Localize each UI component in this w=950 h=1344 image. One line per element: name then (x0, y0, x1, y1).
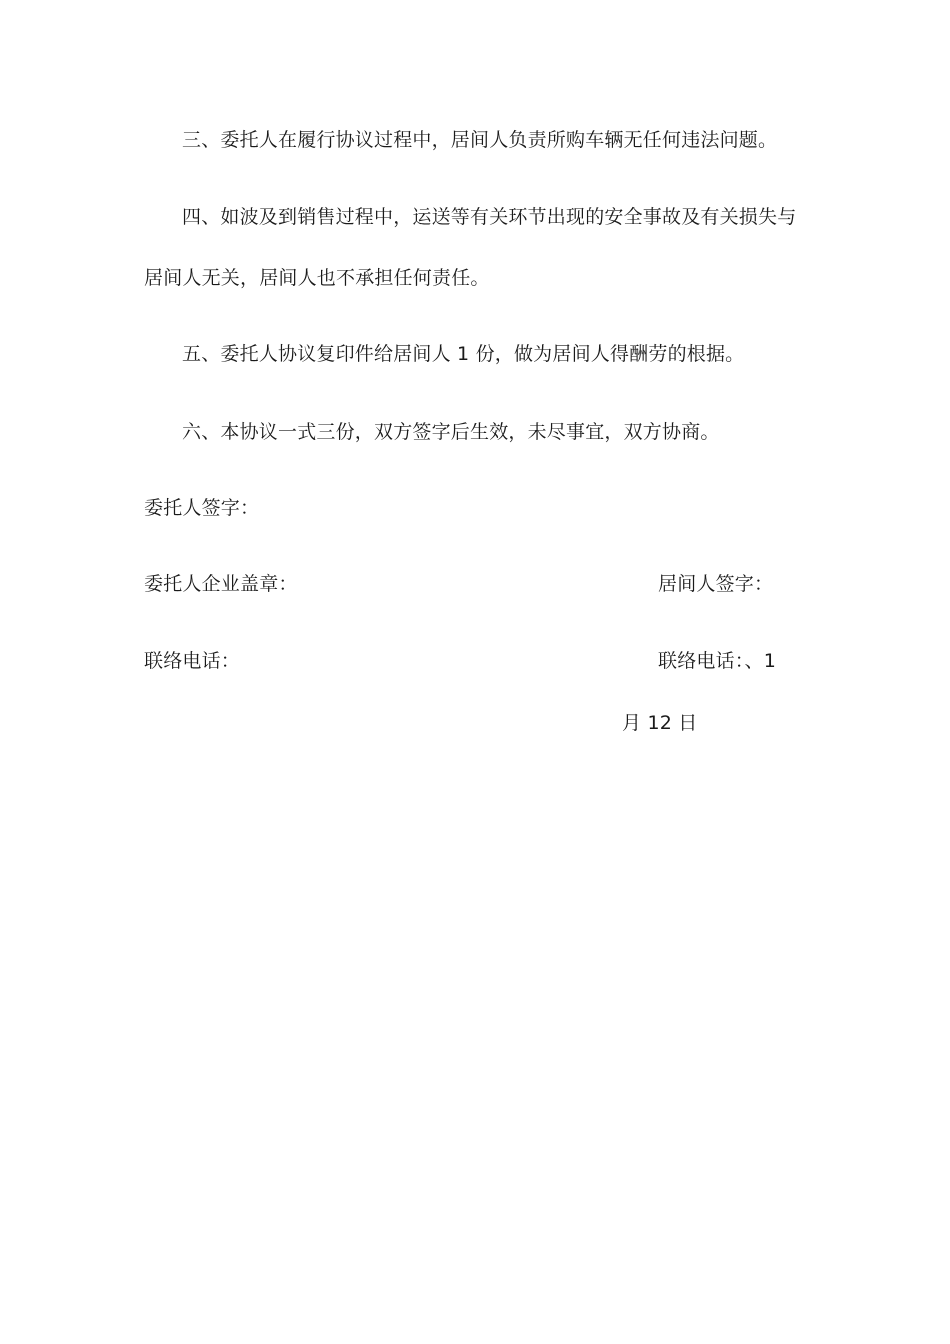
principal-signature-label: 委托人签字： (144, 497, 260, 519)
principal-phone-label: 联络电话： (144, 650, 241, 672)
broker-phone-label: 联络电话：、1 (658, 650, 776, 672)
clause-5-text: 五、委托人协议复印件给居间人 1 份，做为居间人得酬劳的根据。 (182, 343, 745, 365)
clause-3-text: 三、委托人在履行协议过程中，居间人负责所购车辆无任何违法问题。 (182, 129, 778, 151)
clause-6-text: 六、本协议一式三份，双方签字后生效，未尽事宜，双方协商。 (182, 421, 720, 443)
clause-4-text-line-2: 居间人无关，居间人也不承担任何责任。 (144, 267, 490, 289)
broker-signature-label: 居间人签字： (658, 573, 774, 595)
date-label: 月 12 日 (622, 712, 698, 734)
clause-4-text-line-1: 四、如波及到销售过程中，运送等有关环节出现的安全事故及有关损失与 (182, 206, 797, 228)
principal-seal-label: 委托人企业盖章： (144, 573, 298, 595)
